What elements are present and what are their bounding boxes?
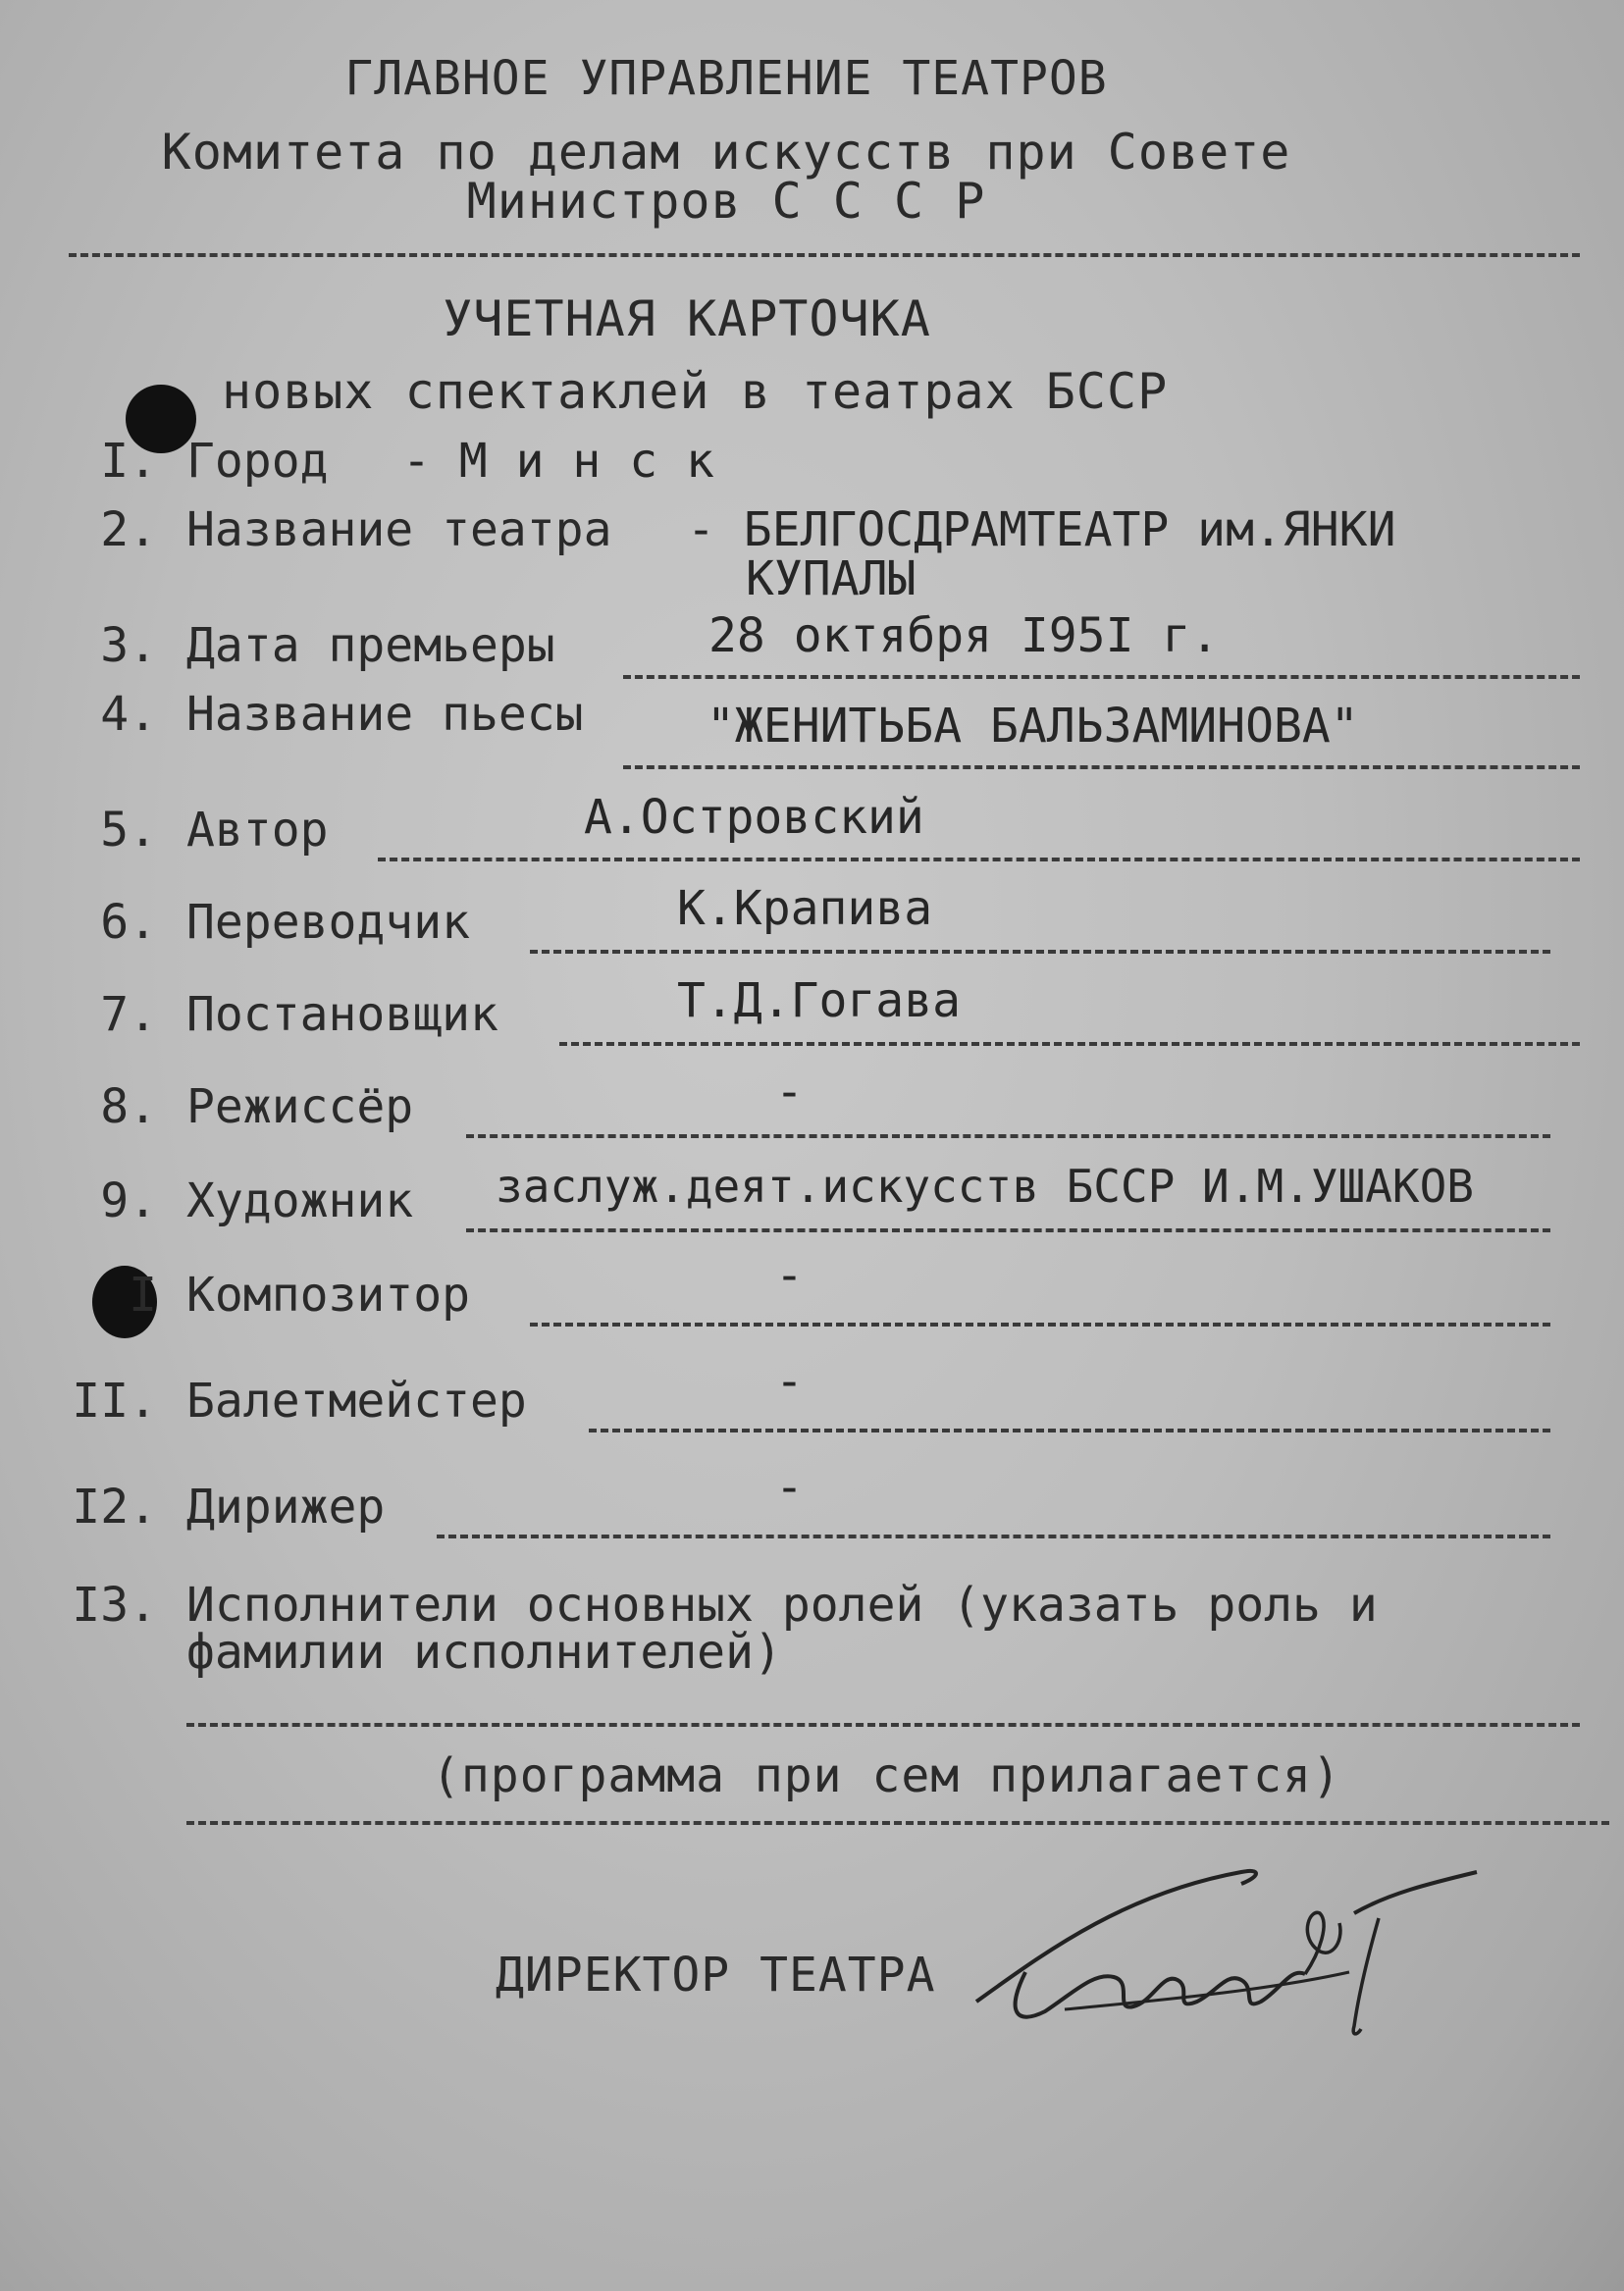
performers-line-1	[186, 1723, 1580, 1727]
field-9-underline	[466, 1228, 1550, 1232]
field-10-underline	[530, 1323, 1550, 1327]
header-subtitle-line2: Министров С С С Р	[466, 173, 986, 230]
field-7-value: Т.Д.Гогава	[677, 973, 961, 1028]
field-13-label-continued: фамилии исполнителей)	[186, 1625, 782, 1680]
field-9-number: 9.	[100, 1173, 157, 1228]
field-1-value: - М и н с к	[402, 434, 714, 489]
performers-line-2	[186, 1821, 1609, 1825]
field-8-underline	[466, 1134, 1550, 1138]
field-3-number: 3.	[100, 618, 157, 673]
field-6-underline	[530, 950, 1550, 954]
field-2-value-continued: КУПАЛЫ	[746, 551, 917, 606]
field-12-number: I2.	[72, 1480, 157, 1535]
field-4-value: "ЖЕНИТЬБА БАЛЬЗАМИНОВА"	[707, 699, 1359, 754]
field-10-number: I	[129, 1268, 157, 1323]
field-8-value: -	[775, 1065, 804, 1119]
field-3-underline	[623, 675, 1580, 679]
field-12-underline	[437, 1535, 1550, 1538]
field-11-number: II.	[72, 1374, 157, 1429]
field-6-label: Переводчик	[186, 895, 470, 950]
header-subtitle-line1: Комитета по делам искусств при Совете	[161, 124, 1291, 181]
field-7-underline	[559, 1042, 1580, 1046]
header-divider	[69, 253, 1580, 257]
card-title: УЧЕТНАЯ КАРТОЧКА	[443, 290, 931, 347]
field-11-underline	[589, 1429, 1550, 1432]
field-13-label: Исполнители основных ролей (указать роль и	[186, 1578, 1378, 1633]
field-5-underline	[378, 858, 1580, 861]
field-1-label: Город	[186, 434, 329, 489]
field-5-value: А.Островский	[584, 790, 924, 845]
field-6-number: 6.	[100, 895, 157, 950]
field-11-label: Балетмейстер	[186, 1374, 527, 1429]
field-8-label: Режиссёр	[186, 1079, 414, 1134]
field-12-label: Дирижер	[186, 1480, 386, 1535]
programme-note: (программа при сем прилагается)	[432, 1748, 1341, 1803]
field-2-value: - БЕЛГОСДРАМТЕАТР им.ЯНКИ	[687, 502, 1396, 557]
director-signature	[967, 1854, 1487, 2041]
field-10-value: -	[775, 1248, 804, 1303]
field-4-label: Название пьесы	[186, 687, 584, 742]
field-10-label: Композитор	[186, 1268, 470, 1323]
card-subtitle: новых спектаклей в театрах БССР	[222, 363, 1169, 420]
field-6-value: К.Крапива	[677, 881, 933, 936]
field-9-value: заслуж.деят.искусств БССР И.М.УШАКОВ	[496, 1160, 1474, 1213]
field-4-number: 4.	[100, 687, 157, 742]
field-13-number: I3.	[72, 1578, 157, 1633]
field-9-label: Художник	[186, 1173, 414, 1228]
field-4-underline	[623, 765, 1580, 769]
field-2-label: Название театра	[186, 502, 612, 557]
header-title: ГЛАВНОЕ УПРАВЛЕНИЕ ТЕАТРОВ	[344, 51, 1108, 106]
field-2-number: 2.	[100, 502, 157, 557]
field-3-value: 28 октября I95I г.	[708, 608, 1220, 663]
field-12-value: -	[775, 1460, 804, 1515]
field-5-label: Автор	[186, 803, 329, 858]
director-label: ДИРЕКТОР ТЕАТРА	[496, 1948, 936, 2003]
field-3-label: Дата премьеры	[186, 618, 555, 673]
field-11-value: -	[775, 1354, 804, 1409]
field-8-number: 8.	[100, 1079, 157, 1134]
field-7-label: Постановщик	[186, 987, 498, 1042]
field-5-number: 5.	[100, 803, 157, 858]
field-7-number: 7.	[100, 987, 157, 1042]
field-1-number: I.	[100, 434, 157, 489]
